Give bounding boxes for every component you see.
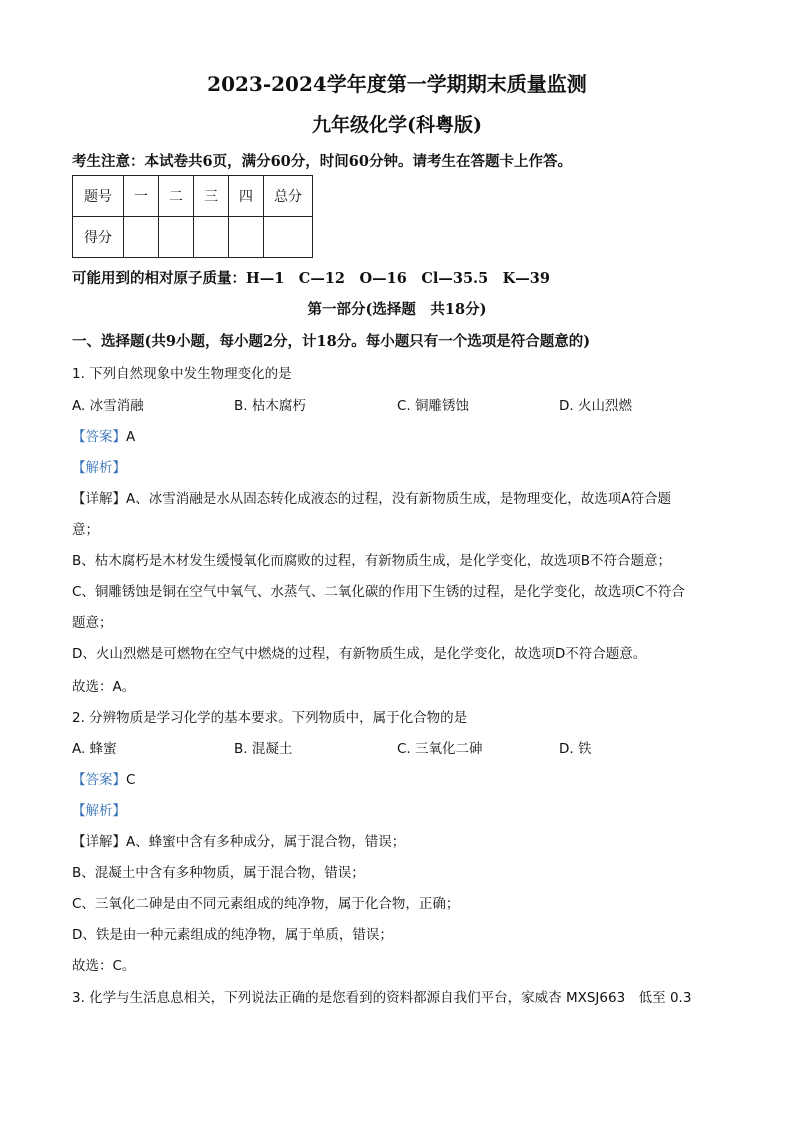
question-option: A. 蜂蜜 bbox=[72, 741, 117, 757]
score-table-header: 二 bbox=[159, 176, 194, 217]
question-option: C. 三氧化二砷 bbox=[397, 741, 483, 757]
question-stem: 1. 下列自然现象中发生物理变化的是 bbox=[72, 366, 292, 382]
detail-text: A、蜂蜜中含有多种成分，属于混合物，错误； bbox=[126, 834, 406, 850]
question-option: D. 铁 bbox=[559, 741, 592, 757]
question-option: C. 铜雕锈蚀 bbox=[397, 398, 470, 414]
detail-line bbox=[72, 487, 671, 507]
answer-line bbox=[72, 425, 135, 445]
answer-value: C bbox=[126, 772, 136, 788]
detail-line: 故选：A。 bbox=[72, 679, 136, 695]
question-stem: 3. 化学与生活息息相关，下列说法正确的是您看到的资料都源自我们平台，家威杏 MXSJ663 低至 0.3 bbox=[72, 990, 692, 1006]
score-table-header: 三 bbox=[194, 176, 229, 217]
score-table-header: 四 bbox=[229, 176, 264, 217]
detail-line: B、混凝土中含有多种物质，属于混合物，错误； bbox=[72, 865, 365, 881]
score-cell bbox=[159, 217, 194, 258]
question-option: B. 枯木腐朽 bbox=[234, 398, 306, 414]
answer-tag: 【答案】 bbox=[72, 772, 126, 788]
score-table-header-row bbox=[73, 176, 313, 217]
exam-notice: 考生注意：本试卷共6页，满分60分，时间60分钟。请考生在答题卡上作答。 bbox=[72, 153, 572, 170]
analysis-tag: 【解析】 bbox=[72, 803, 126, 819]
detail-line: C、三氧化二砷是由不同元素组成的纯净物，属于化合物，正确； bbox=[72, 896, 460, 912]
section-title: 一、选择题(共9小题，每小题2分，计18分。每小题只有一个选项是符合题意的) bbox=[72, 333, 591, 350]
detail-tag: 【详解】 bbox=[72, 834, 126, 850]
detail-line: B、枯木腐朽是木材发生缓慢氧化而腐败的过程，有新物质生成，是化学变化，故选项B不符合题意； bbox=[72, 553, 672, 569]
answer-value: A bbox=[126, 429, 136, 445]
exam-title: 2023-2024学年度第一学期期末质量监测 bbox=[207, 72, 587, 96]
detail-tag: 【详解】 bbox=[72, 491, 126, 507]
atomic-masses: 可能用到的相对原子质量：H—1 C—12 O—16 Cl—35.5 K—39 bbox=[72, 270, 550, 287]
question-option: B. 混凝土 bbox=[234, 741, 293, 757]
score-table-header: 题号 bbox=[73, 176, 124, 217]
answer-line bbox=[72, 768, 135, 788]
score-cell bbox=[229, 217, 264, 258]
score-table bbox=[72, 175, 313, 258]
question-option: A. 冰雪消融 bbox=[72, 398, 144, 414]
score-cell bbox=[194, 217, 229, 258]
detail-line: 故选：C。 bbox=[72, 958, 136, 974]
question-option: D. 火山烈燃 bbox=[559, 398, 632, 414]
detail-line bbox=[72, 830, 405, 850]
score-row-label: 得分 bbox=[73, 217, 124, 258]
detail-line: C、铜雕锈蚀是铜在空气中氧气、水蒸气、二氧化碳的作用下生锈的过程，是化学变化，故选项C不符合 bbox=[72, 584, 685, 600]
exam-subtitle: 九年级化学(科粤版) bbox=[312, 114, 482, 136]
analysis-tag: 【解析】 bbox=[72, 460, 126, 476]
detail-line: 意； bbox=[72, 522, 99, 538]
score-cell bbox=[264, 217, 313, 258]
score-cell bbox=[124, 217, 159, 258]
part-title: 第一部分(选择题 共18分) bbox=[307, 301, 487, 318]
detail-line: D、火山烈燃是可燃物在空气中燃烧的过程，有新物质生成，是化学变化，故选项D不符合题意。 bbox=[72, 646, 647, 662]
score-table-score-row bbox=[73, 217, 313, 258]
score-table-header: 一 bbox=[124, 176, 159, 217]
question-stem: 2. 分辨物质是学习化学的基本要求。下列物质中，属于化合物的是 bbox=[72, 710, 468, 726]
detail-line: D、铁是由一种元素组成的纯净物，属于单质，错误； bbox=[72, 927, 393, 943]
answer-tag: 【答案】 bbox=[72, 429, 126, 445]
detail-line: 题意； bbox=[72, 615, 113, 631]
detail-text: A、冰雪消融是水从固态转化成液态的过程，没有新物质生成，是物理变化，故选项A符合题 bbox=[126, 491, 671, 507]
score-table-header: 总分 bbox=[264, 176, 313, 217]
